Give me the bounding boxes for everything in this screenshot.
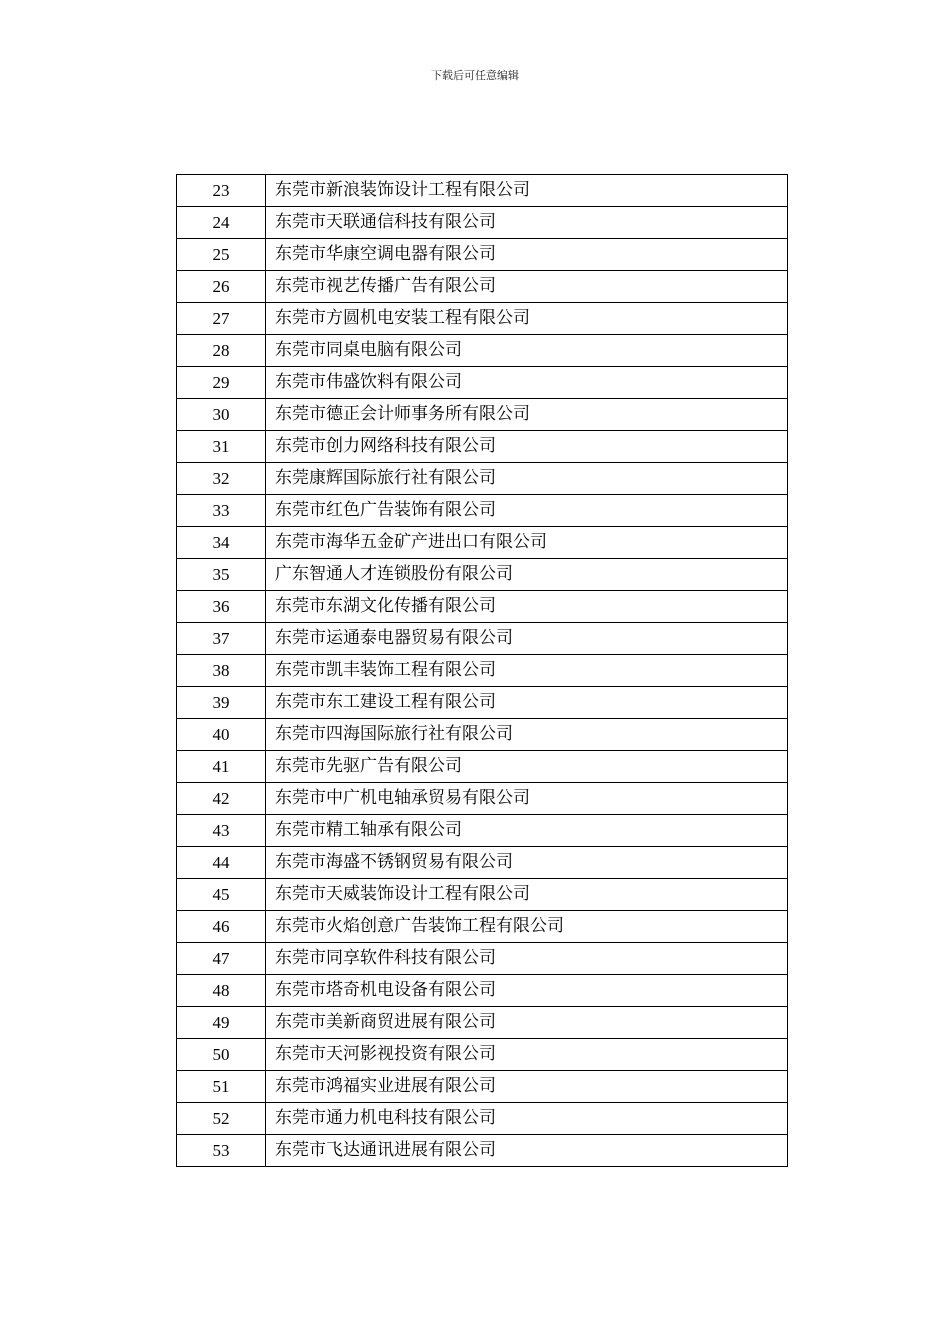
row-number: 27 xyxy=(177,303,266,335)
row-number: 43 xyxy=(177,815,266,847)
company-name: 东莞市四海国际旅行社有限公司 xyxy=(266,719,788,751)
company-name: 东莞市德正会计师事务所有限公司 xyxy=(266,399,788,431)
row-number: 35 xyxy=(177,559,266,591)
company-name: 东莞市天威装饰设计工程有限公司 xyxy=(266,879,788,911)
table-row xyxy=(177,655,788,687)
company-name: 东莞市方圆机电安装工程有限公司 xyxy=(266,303,788,335)
company-name: 东莞市红色广告装饰有限公司 xyxy=(266,495,788,527)
table-row xyxy=(177,591,788,623)
company-name: 东莞市天联通信科技有限公司 xyxy=(266,207,788,239)
company-name: 广东智通人才连锁股份有限公司 xyxy=(266,559,788,591)
table-row xyxy=(177,751,788,783)
company-name: 东莞市精工轴承有限公司 xyxy=(266,815,788,847)
table-row xyxy=(177,175,788,207)
table-body xyxy=(177,175,788,1167)
company-table xyxy=(176,174,788,1167)
table-row xyxy=(177,815,788,847)
row-number: 42 xyxy=(177,783,266,815)
company-name: 东莞市同桌电脑有限公司 xyxy=(266,335,788,367)
table-row xyxy=(177,303,788,335)
table-row xyxy=(177,1103,788,1135)
company-name: 东莞市通力机电科技有限公司 xyxy=(266,1103,788,1135)
table-row xyxy=(177,623,788,655)
table-row xyxy=(177,975,788,1007)
row-number: 52 xyxy=(177,1103,266,1135)
table-row xyxy=(177,239,788,271)
company-name: 东莞市华康空调电器有限公司 xyxy=(266,239,788,271)
row-number: 38 xyxy=(177,655,266,687)
row-number: 37 xyxy=(177,623,266,655)
row-number: 44 xyxy=(177,847,266,879)
table-row xyxy=(177,879,788,911)
row-number: 34 xyxy=(177,527,266,559)
table-row xyxy=(177,559,788,591)
table-row xyxy=(177,1071,788,1103)
company-name: 东莞市美新商贸进展有限公司 xyxy=(266,1007,788,1039)
row-number: 48 xyxy=(177,975,266,1007)
row-number: 33 xyxy=(177,495,266,527)
row-number: 31 xyxy=(177,431,266,463)
table-row xyxy=(177,687,788,719)
table-row xyxy=(177,367,788,399)
header-note: 下载后可任意编辑 xyxy=(431,69,519,82)
row-number: 49 xyxy=(177,1007,266,1039)
table-row xyxy=(177,431,788,463)
row-number: 25 xyxy=(177,239,266,271)
row-number: 30 xyxy=(177,399,266,431)
company-name: 东莞市伟盛饮料有限公司 xyxy=(266,367,788,399)
company-name: 东莞市凯丰装饰工程有限公司 xyxy=(266,655,788,687)
company-name: 东莞市东湖文化传播有限公司 xyxy=(266,591,788,623)
table-row xyxy=(177,943,788,975)
row-number: 45 xyxy=(177,879,266,911)
row-number: 53 xyxy=(177,1135,266,1167)
row-number: 51 xyxy=(177,1071,266,1103)
company-name: 东莞市塔奇机电设备有限公司 xyxy=(266,975,788,1007)
table-row xyxy=(177,335,788,367)
company-name: 东莞市东工建设工程有限公司 xyxy=(266,687,788,719)
row-number: 29 xyxy=(177,367,266,399)
company-name: 东莞市运通泰电器贸易有限公司 xyxy=(266,623,788,655)
company-name: 东莞市海盛不锈钢贸易有限公司 xyxy=(266,847,788,879)
table-row xyxy=(177,463,788,495)
company-name: 东莞市鸿福实业进展有限公司 xyxy=(266,1071,788,1103)
table-row xyxy=(177,847,788,879)
company-name: 东莞市飞达通讯进展有限公司 xyxy=(266,1135,788,1167)
row-number: 41 xyxy=(177,751,266,783)
company-name: 东莞市同享软件科技有限公司 xyxy=(266,943,788,975)
table-row xyxy=(177,1007,788,1039)
table-row xyxy=(177,527,788,559)
company-name: 东莞市中广机电轴承贸易有限公司 xyxy=(266,783,788,815)
row-number: 50 xyxy=(177,1039,266,1071)
row-number: 23 xyxy=(177,175,266,207)
row-number: 47 xyxy=(177,943,266,975)
table-row xyxy=(177,719,788,751)
row-number: 39 xyxy=(177,687,266,719)
row-number: 26 xyxy=(177,271,266,303)
row-number: 32 xyxy=(177,463,266,495)
company-name: 东莞市天河影视投资有限公司 xyxy=(266,1039,788,1071)
table-row xyxy=(177,783,788,815)
company-name: 东莞康辉国际旅行社有限公司 xyxy=(266,463,788,495)
company-name: 东莞市新浪装饰设计工程有限公司 xyxy=(266,175,788,207)
row-number: 36 xyxy=(177,591,266,623)
company-name: 东莞市火焰创意广告装饰工程有限公司 xyxy=(266,911,788,943)
table-row xyxy=(177,1135,788,1167)
table-row xyxy=(177,399,788,431)
table-row xyxy=(177,1039,788,1071)
table-row xyxy=(177,911,788,943)
row-number: 28 xyxy=(177,335,266,367)
row-number: 40 xyxy=(177,719,266,751)
company-name: 东莞市海华五金矿产进出口有限公司 xyxy=(266,527,788,559)
company-name: 东莞市视艺传播广告有限公司 xyxy=(266,271,788,303)
row-number: 24 xyxy=(177,207,266,239)
company-name: 东莞市先驱广告有限公司 xyxy=(266,751,788,783)
row-number: 46 xyxy=(177,911,266,943)
table-row xyxy=(177,271,788,303)
table-row xyxy=(177,207,788,239)
company-name: 东莞市创力网络科技有限公司 xyxy=(266,431,788,463)
table-row xyxy=(177,495,788,527)
